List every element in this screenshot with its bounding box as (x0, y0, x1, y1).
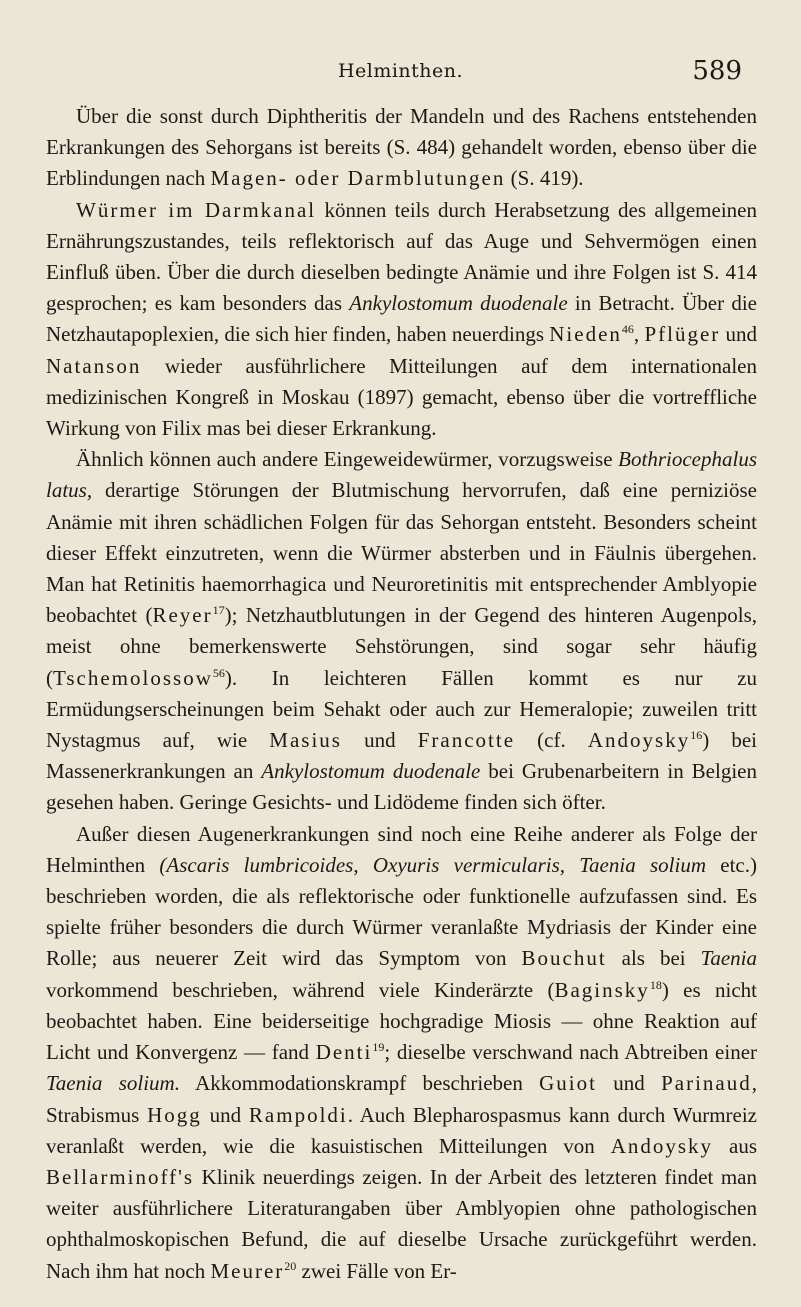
paragraph (46, 101, 757, 195)
spaced-name: Bellarminoff's (46, 1164, 195, 1189)
spaced-name: Andoysky (587, 728, 691, 753)
text-run: Akkommodationskrampf beschrieben (179, 1071, 540, 1096)
text-run: als bei (606, 946, 701, 971)
spaced-name: Tschemolossow (53, 665, 213, 690)
text-run: aus (713, 1133, 757, 1158)
paragraph (46, 444, 757, 818)
text-run: Außer diesen Augenerkrankungen sind noch eine Reihe anderer als Folge der Helminthen (46, 821, 757, 877)
text-run: können teils durch Herabsetzung des allgemeinen Ernährungszustandes, teils reflektorisch auf das Auge und Sehvermögen einen Einfluß üben. Über die durch dieselben bedingte Anämie und ihre Folgen ist S. 414 gesprochen; es kam besonders das (46, 197, 757, 316)
spaced-name: Francotte (417, 728, 516, 753)
spaced-name: Hogg (147, 1102, 202, 1127)
page-number: 589 (692, 56, 742, 86)
text-run: und (341, 728, 418, 753)
running-title: Helminthen. (337, 60, 464, 82)
italic-term: Ankylostomum duodenale (349, 291, 568, 316)
spaced-name: Denti (315, 1040, 373, 1065)
text-run: ) es nicht beobachtet haben. Eine beiderseitige hochgradige Miosis — ohne Reaktion auf Licht und Konvergenz — fand (46, 977, 757, 1065)
spaced-name: Natanson (46, 353, 142, 378)
body-text (46, 101, 757, 1287)
text-run: . Auch Blepharospasmus kann durch Wurmreiz veranlaßt werden, wie die kasuistischen Mitteilungen von (46, 1102, 757, 1158)
footnote-ref: 19 (372, 1040, 385, 1055)
italic-term: Bothriocephalus latus, (46, 447, 757, 503)
text-run: und (201, 1102, 249, 1127)
text-run: , (633, 322, 645, 347)
footnote-ref: 56 (212, 665, 225, 680)
footnote-ref: 16 (690, 728, 703, 743)
footnote-ref: 46 (621, 322, 634, 337)
text-run: Ähnlich können auch andere Eingeweidewürmer, vorzugsweise (76, 447, 619, 472)
footnote-ref: 18 (649, 977, 662, 992)
paragraph (46, 195, 757, 445)
italic-term: Oxyuris vermicularis, Taenia solium (372, 852, 706, 877)
italic-term: (Ascaris lumbricoides (159, 852, 354, 877)
paragraph (46, 819, 757, 1287)
text-run: , (353, 852, 373, 877)
text-run: und (720, 322, 758, 347)
spaced-name: Guiot (539, 1071, 597, 1096)
italic-term: Ankylostomum duodenale (261, 759, 481, 784)
text-run: derartige Störungen der Blutmischung hervorrufen, daß eine perniziöse Anämie mit ihren schädlichen Folgen für das Sehorgan entsteht. Besonders scheint dieser Effekt einzutreten, wenn die Würmer absterben und in Fäulnis übergehen. Man hat Retinitis haemorrhagica und Neuroretinitis mit entsprechender Amblyopie beobachtet ( (46, 478, 757, 628)
spaced-name: Nieden (549, 322, 622, 347)
spaced-name: Rampoldi (248, 1102, 348, 1127)
page-header (0, 56, 801, 92)
text-run: zwei Fälle von Er- (296, 1258, 457, 1283)
text-run: ) bei Massenerkrankungen an (46, 728, 757, 784)
text-run: ); Netzhautblutungen in der Gegend des hinteren Augenpols, meist ohne bemerkenswerte Sehstörungen, sind sogar sehr häufig ( (46, 603, 757, 690)
spaced-name: Bouchut (521, 946, 607, 971)
text-run: bei Grubenarbeitern in Belgien gesehen haben. Geringe Gesichts- und Lidödeme finden sich öfter. (46, 759, 757, 815)
spaced-name: Masius (269, 728, 342, 753)
text-run: wieder ausführlichere Mitteilungen auf dem internationalen medizinischen Kongreß in Moskau (1897) gemacht, ebenso über die vortreffliche Wirkung von Filix mas bei dieser Erkrankung. (46, 353, 757, 441)
spaced-name: Andoysky (610, 1133, 714, 1158)
spaced-name: Würmer im Darmkanal (76, 197, 317, 222)
text-run: Klinik neuerdings zeigen. In der Arbeit des letzteren findet man weiter ausführlichere Literaturangaben über Amblyopien ohne pathologischen ophthalmoskopischen Befund, die auf dieselbe Ursache zurückgeführt werden. Nach ihm hat noch (46, 1164, 757, 1283)
text-run: ). In leichteren Fällen kommt es nur zu Ermüdungserscheinungen beim Sehakt oder auch zur Hemeralopie; zuweilen tritt Nystagmus auf, wie (46, 665, 757, 753)
italic-term: Taenia solium. (46, 1071, 180, 1096)
text-run: Über die sonst durch Diphtheritis der Mandeln und des Rachens entstehenden Erkrankungen des Sehorgans ist bereits (S. 484) gehandelt worden, ebenso über die Erblindungen nach (46, 104, 757, 191)
spaced-name: Parinaud (661, 1071, 752, 1096)
text-run: in Betracht. Über die Netzhautapoplexien, die sich hier finden, haben neuerdings (46, 291, 757, 347)
text-run: vorkommend beschrieben, während viele Kinderärzte ( (46, 977, 555, 1002)
text-run: ; dieselbe verschwand nach Abtreiben einer (384, 1040, 758, 1065)
italic-term: Taenia (700, 946, 757, 971)
spaced-name: Magen- oder Darmblutungen (210, 166, 506, 191)
footnote-ref: 17 (212, 603, 225, 618)
text-run: und (596, 1071, 662, 1096)
spaced-name: Baginsky (554, 977, 650, 1002)
footnote-ref: 20 (284, 1258, 297, 1273)
text-run: etc.) beschrieben worden, die als reflektorische oder funktionelle aufzufassen sind. Es spielte früher besonders die durch Würmer veranlaßte Mydriasis der Kinder eine Rolle; aus neuerer Zeit wird das Symptom von (46, 852, 757, 971)
spaced-name: Reyer (152, 603, 213, 628)
text-run: (cf. (515, 728, 588, 753)
text-run: (S. 419). (505, 166, 584, 191)
text-run: , Strabismus (46, 1071, 757, 1127)
spaced-name: Meurer (210, 1258, 285, 1283)
spaced-name: Pflüger (644, 322, 721, 347)
